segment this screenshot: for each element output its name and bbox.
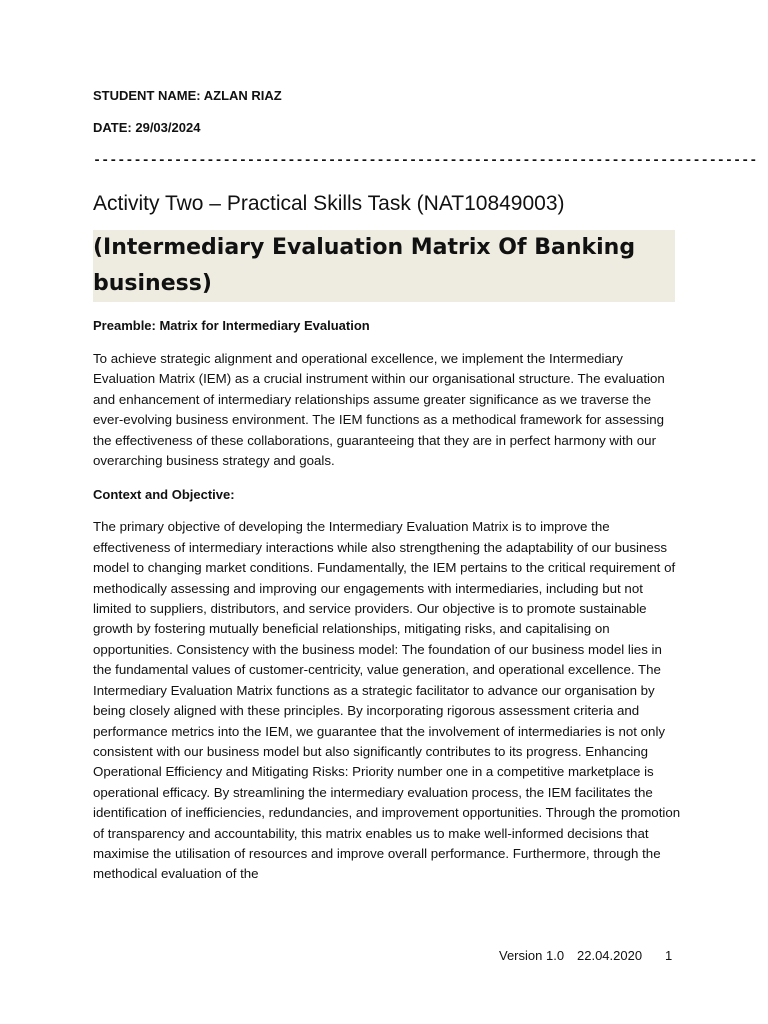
footer-version: Version 1.0	[499, 948, 565, 963]
activity-title: Activity Two – Practical Skills Task (NAT10849003)	[93, 192, 565, 215]
student-name: STUDENT NAME: AZLAN RIAZ	[93, 88, 282, 103]
page-number: 1	[665, 948, 673, 963]
context-paragraph: The primary objective of developing the Intermediary Evaluation Matrix is to improve the effectiveness of intermediary interactions while also strengthening the adaptability of our business model to changing market conditions. Fundamentally, the IEM pertains to the critical requirement of methodically assessing and improving our engagements with intermediaries, including but not limited to suppliers, distributors, and service providers. Our objective is to promote sustainable growth by fostering mutually beneficial relationships, mitigating risks, and capitalising on opportunities. Consistency with the business model: The foundation of our business model lies in the fundamental values of customer-centricity, value generation, and operational excellence. The Intermediary Evaluation Matrix functions as a strategic facilitator to advance our organisation by being closely aligned with these principles. By incorporating rigorous assessment criteria and performance metrics into the IEM, we guarantee that the involvement of intermediaries is not only consistent with our business model but also significantly contributes to its progress. Enhancing Operational Efficiency and Mitigating Risks: Priority number one in a competitive marketplace is operational efficacy. By streamlining the intermediary evaluation process, the IEM facilitates the identification of inefficiencies, redundancies, and improvement opportunities. Through the promotion of transparency and accountability, this matrix enables us to make well-informed decisions that maximise the utilisation of resources and improve overall performance. Furthermore, through the methodical evaluation of the	[93, 519, 681, 882]
document-body	[93, 86, 758, 885]
submission-date: DATE: 29/03/2024	[93, 120, 201, 135]
banner-title-line-1: (Intermediary Evaluation Matrix Of Banking	[93, 235, 636, 260]
title-banner	[93, 230, 675, 302]
preamble-heading: Preamble: Matrix for Intermediary Evaluation	[93, 318, 370, 333]
preamble-paragraph: To achieve strategic alignment and operational excellence, we implement the Intermediary Evaluation Matrix (IEM) as a crucial instrument within our organisational structure. The evaluation and enhancement of intermediary relationships assume greater significance as we traverse the ever-evolving business environment. The IEM functions as a methodical framework for assessing the effectiveness of these collaborations, guaranteeing that they are in perfect harmony with our overarching business strategy and goals.	[93, 351, 665, 469]
context-heading: Context and Objective:	[93, 487, 235, 503]
banner-title-line-2: business)	[93, 271, 212, 296]
page-footer	[499, 946, 672, 966]
separator-line: ----------------------------------------------------------------------------------	[93, 154, 758, 169]
footer-date: 22.04.2020	[577, 948, 643, 963]
